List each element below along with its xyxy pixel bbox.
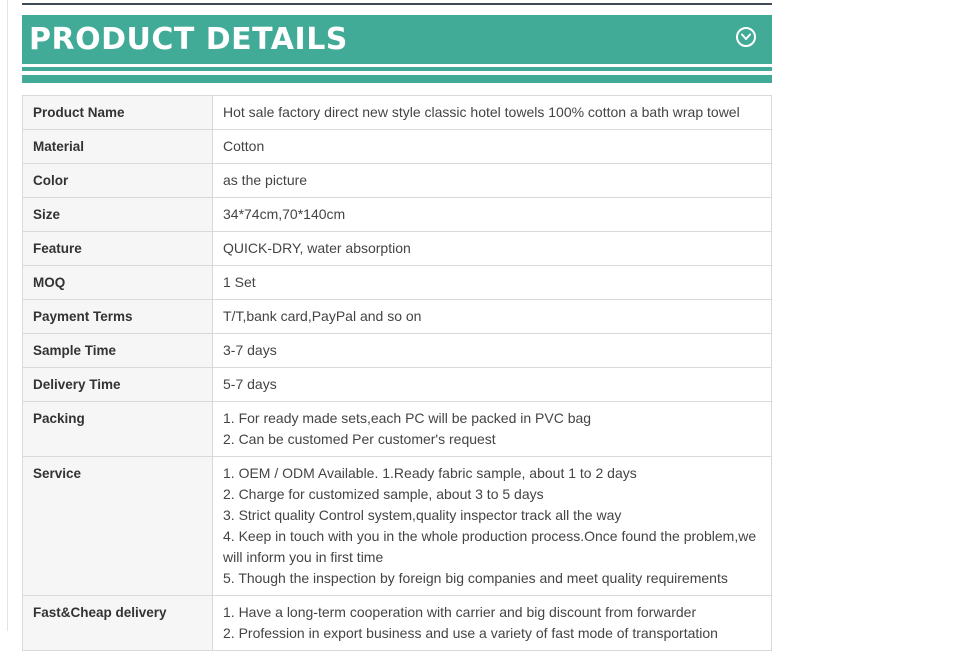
row-value (213, 334, 772, 368)
value-line: 4. Keep in touch with you in the whole production process.Once found the problem,we will inform you in first time (223, 528, 757, 565)
table-row (23, 334, 772, 368)
value-line: T/T,bank card,PayPal and so on (223, 308, 422, 324)
row-value (213, 266, 772, 300)
value-line: 5-7 days (223, 376, 277, 392)
top-divider (22, 3, 772, 5)
value-line: 2. Profession in export business and use a variety of fast mode of transportation (223, 625, 718, 641)
table-row (23, 300, 772, 334)
table-row (23, 198, 772, 232)
row-value (213, 96, 772, 130)
value-line: 1 Set (223, 274, 256, 290)
header-stripe-thick (22, 75, 772, 83)
row-value (213, 300, 772, 334)
row-label: Packing (23, 402, 213, 457)
row-label: Fast&Cheap delivery (23, 596, 213, 651)
value-line: 1. For ready made sets,each PC will be packed in PVC bag (223, 410, 592, 426)
row-label: Service (23, 457, 213, 596)
row-value (213, 164, 772, 198)
table-row (23, 266, 772, 300)
value-line: 1. Have a long-term cooperation with carrier and big discount from forwarder (223, 604, 697, 620)
product-spec-table (22, 95, 772, 651)
table-row (23, 96, 772, 130)
value-line: Hot sale factory direct new style classic hotel towels 100% cotton a bath wrap towel (223, 104, 740, 120)
table-row (23, 232, 772, 266)
value-line: 2. Charge for customized sample, about 3 to 5 days (223, 486, 544, 502)
header-stripe-thin (22, 67, 772, 71)
row-value (213, 402, 772, 457)
section-title: PRODUCT DETAILS (29, 22, 348, 57)
section-header[interactable] (22, 15, 772, 64)
value-line: 3. Strict quality Control system,quality inspector track all the way (223, 507, 622, 523)
table-row (23, 402, 772, 457)
row-label: Product Name (23, 96, 213, 130)
row-value (213, 232, 772, 266)
row-value (213, 596, 772, 651)
row-label: Delivery Time (23, 368, 213, 402)
value-line: 3-7 days (223, 342, 277, 358)
value-line: 5. Though the inspection by foreign big companies and meet quality requirements (223, 570, 728, 586)
value-line: QUICK-DRY, water absorption (223, 240, 411, 256)
row-label: MOQ (23, 266, 213, 300)
value-line: 34*74cm,70*140cm (223, 206, 346, 222)
value-line: 2. Can be customed Per customer's request (223, 431, 496, 447)
row-value (213, 198, 772, 232)
value-line: as the picture (223, 172, 308, 188)
row-label: Feature (23, 232, 213, 266)
table-row (23, 596, 772, 651)
row-value (213, 457, 772, 596)
chevron-down-circle-icon[interactable] (736, 27, 756, 47)
page-left-border (7, 0, 8, 631)
value-line: Cotton (223, 138, 265, 154)
row-label: Payment Terms (23, 300, 213, 334)
row-value (213, 368, 772, 402)
row-label: Color (23, 164, 213, 198)
row-label: Sample Time (23, 334, 213, 368)
value-line: 1. OEM / ODM Available. 1.Ready fabric sample, about 1 to 2 days (223, 465, 637, 481)
table-row (23, 457, 772, 596)
row-label: Material (23, 130, 213, 164)
table-row (23, 130, 772, 164)
row-label: Size (23, 198, 213, 232)
table-row (23, 164, 772, 198)
table-row (23, 368, 772, 402)
row-value (213, 130, 772, 164)
